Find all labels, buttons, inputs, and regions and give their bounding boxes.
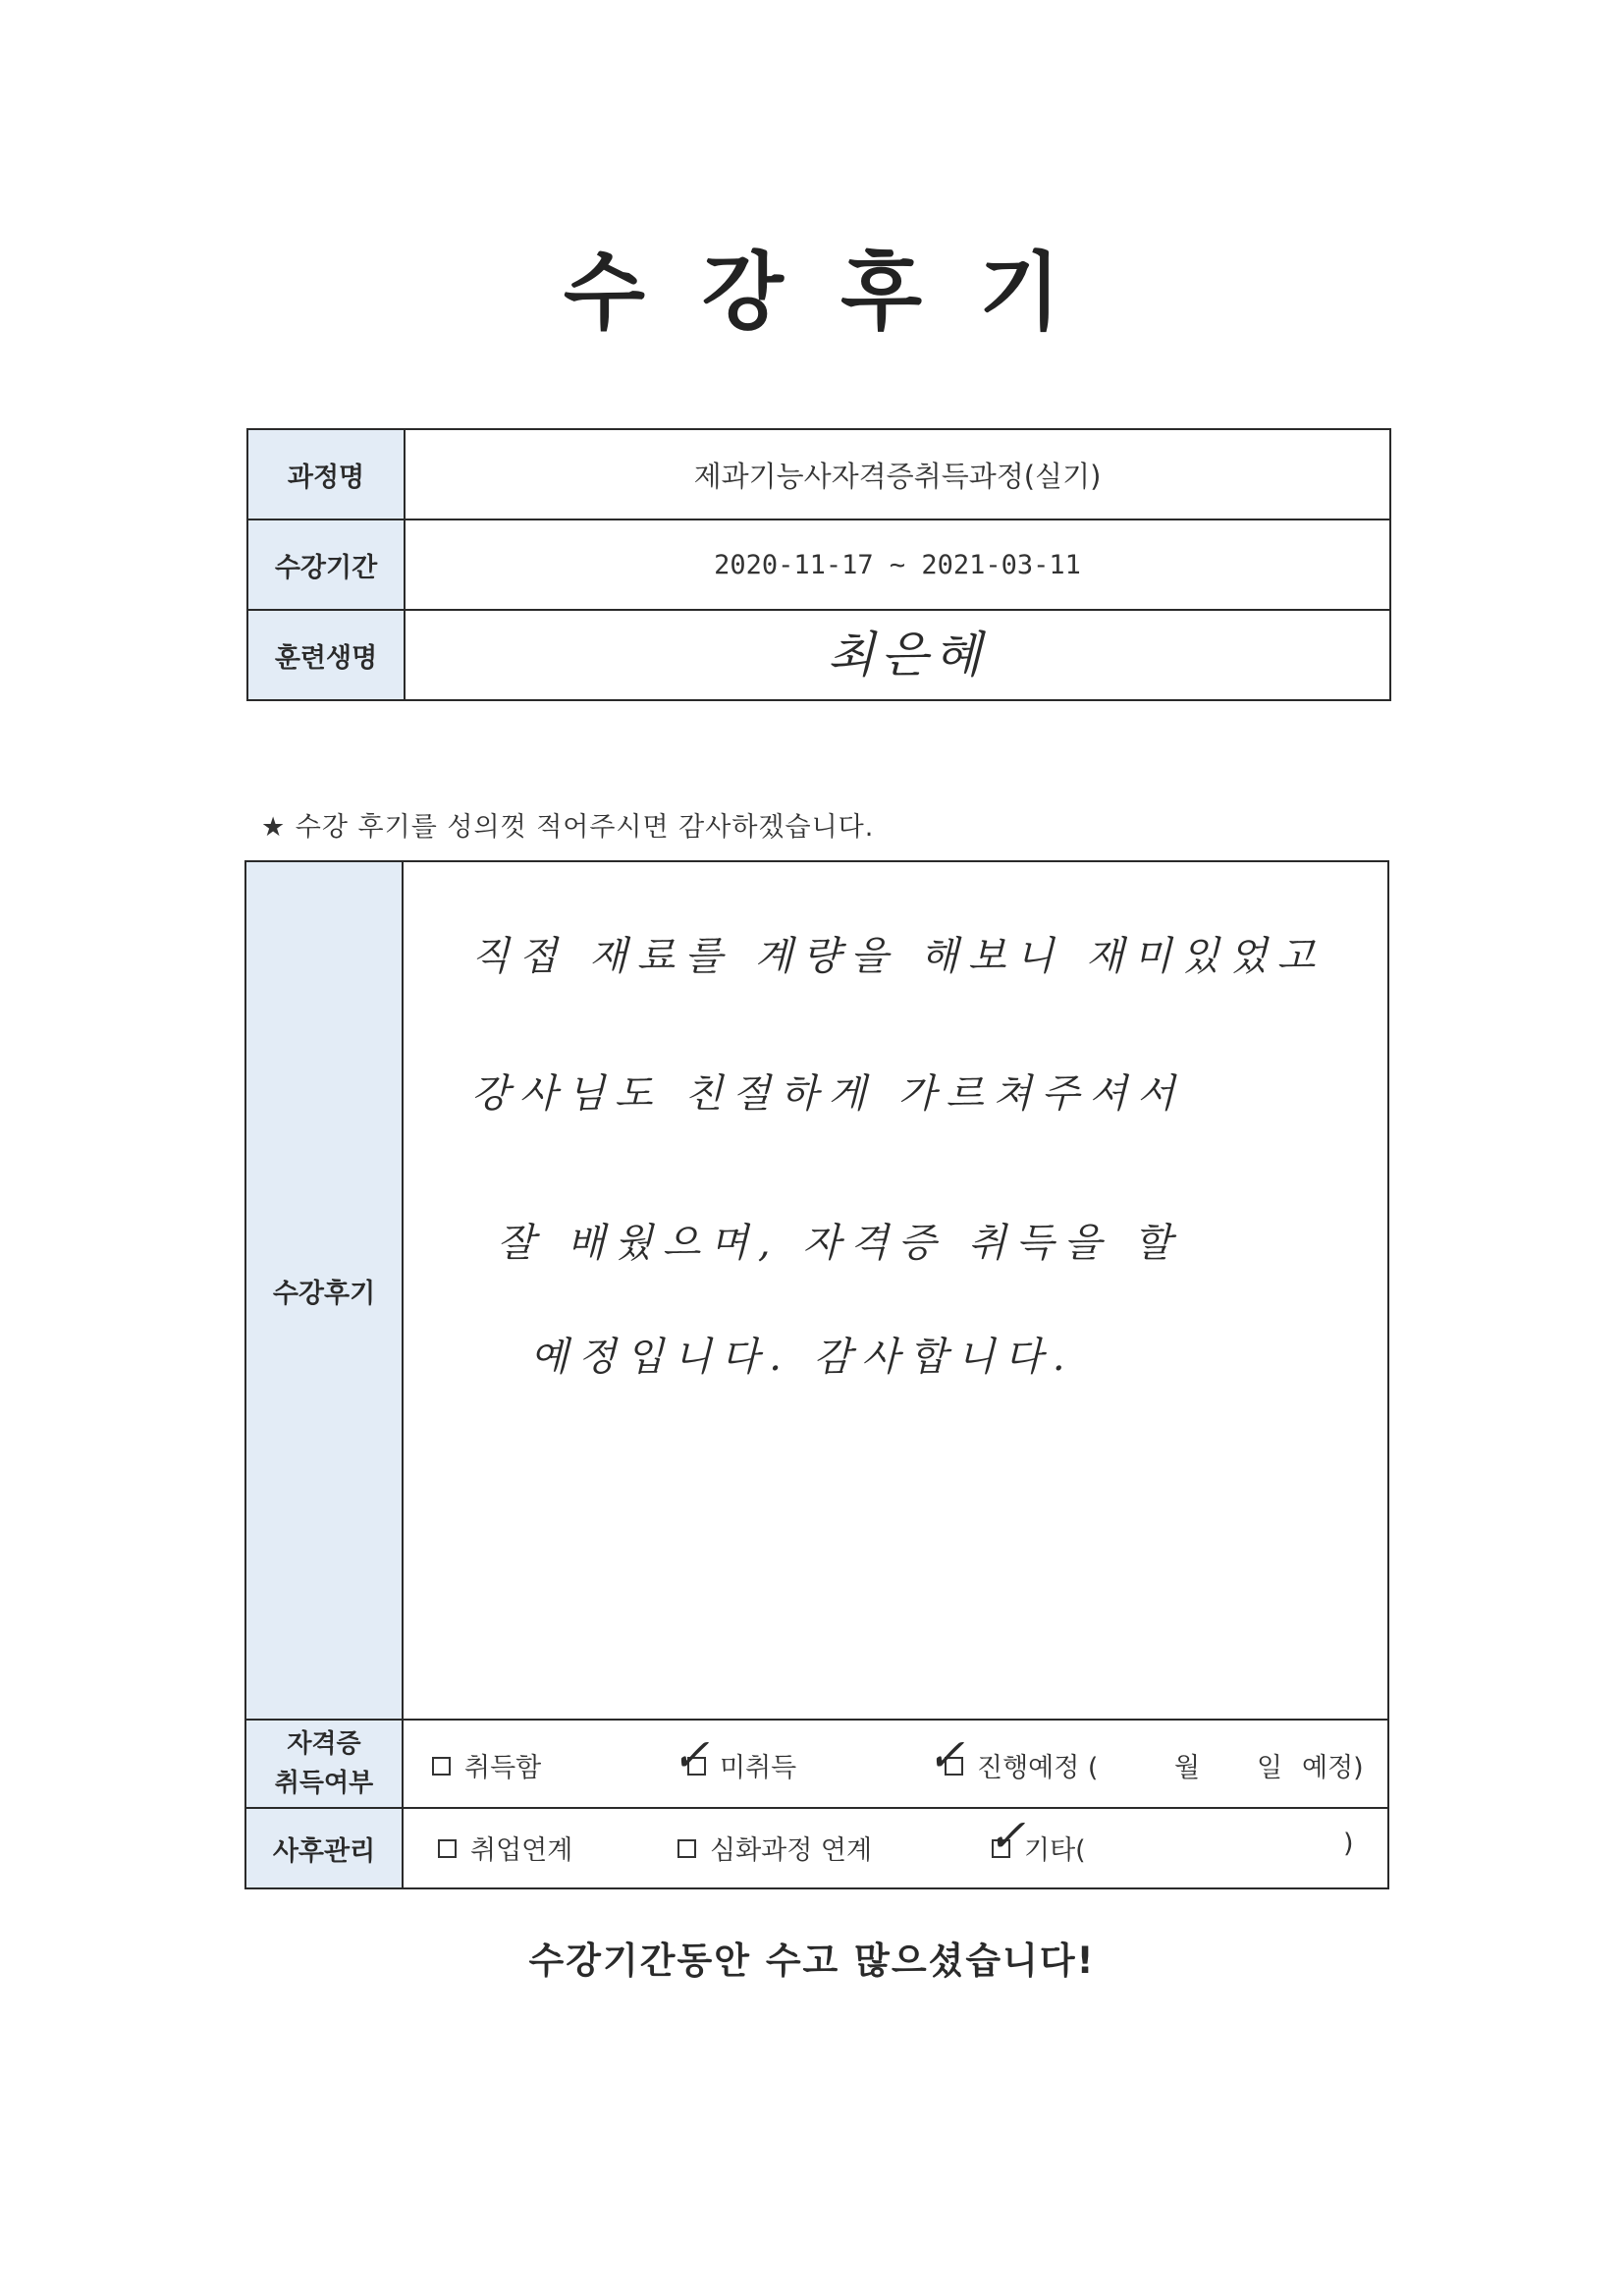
certification-label-line2: 취득여부: [274, 1769, 374, 1798]
option-other-label: 기타(: [1024, 1835, 1086, 1866]
certification-label: [245, 1720, 403, 1808]
aftercare-label: 사후관리: [245, 1808, 403, 1888]
check-mark-icon: ✓: [672, 1728, 710, 1781]
certification-options-cell: [403, 1720, 1388, 1808]
option-acquired[interactable]: [432, 1746, 541, 1784]
course-row: [247, 429, 1390, 519]
check-mark-icon: ✓: [927, 1728, 965, 1781]
option-acquired-label: 취득함: [464, 1753, 542, 1783]
course-value: 제과기능사자격증취득과정(실기): [405, 429, 1390, 519]
closing-message: 수강기간동안 수고 많으셨습니다!: [528, 1940, 1096, 1982]
trainee-row: [247, 610, 1390, 700]
month-unit: 월: [1174, 1753, 1201, 1783]
checkbox-job-link[interactable]: [438, 1839, 457, 1858]
review-line-4: 예정입니다. 감사합니다.: [530, 1335, 1075, 1380]
other-close-paren: ): [1343, 1829, 1354, 1859]
review-label: 수강후기: [245, 861, 403, 1720]
certification-label-line1: 자격증: [287, 1729, 361, 1759]
course-label: 과정명: [247, 429, 405, 519]
day-unit: 일: [1257, 1753, 1283, 1783]
review-line-2: 강사님도 친절하게 가르쳐주셔서: [471, 1071, 1185, 1117]
option-not-acquired-label: 미취득: [720, 1753, 797, 1783]
option-planned-label: 진행예정 (: [977, 1753, 1099, 1783]
planned-suffix: 예정): [1302, 1753, 1364, 1783]
option-job-link[interactable]: [438, 1829, 572, 1867]
review-line-3: 잘 배웠으며, 자격증 취득을 할: [497, 1221, 1182, 1266]
period-label: 수강기간: [247, 519, 405, 610]
review-line-1: 직접 재료를 계량을 해보니 재미있었고: [471, 934, 1326, 979]
instruction-note: ★ 수강 후기를 성의껏 적어주시면 감사하겠습니다.: [261, 812, 875, 843]
option-planned[interactable]: [945, 1746, 1098, 1784]
review-content-area: [403, 861, 1388, 1720]
period-value: 2020-11-17 ~ 2021-03-11: [405, 519, 1390, 610]
check-mark-icon: ✓: [988, 1809, 1026, 1862]
option-advanced-course[interactable]: [677, 1829, 872, 1867]
document-title: 수강후기: [563, 244, 1118, 342]
course-info-table: [246, 428, 1391, 701]
checkbox-advanced-course[interactable]: [677, 1839, 696, 1858]
trainee-name-label: 훈련생명: [247, 610, 405, 700]
certification-row: [245, 1720, 1388, 1808]
period-row: [247, 519, 1390, 610]
review-row: [245, 861, 1388, 1720]
signature-text: 최은혜: [827, 627, 988, 683]
checkbox-acquired[interactable]: [432, 1757, 451, 1776]
trainee-signature: [405, 610, 1390, 700]
option-advanced-course-label: 심화과정 연계: [710, 1835, 873, 1866]
option-job-link-label: 취업연계: [470, 1835, 573, 1866]
